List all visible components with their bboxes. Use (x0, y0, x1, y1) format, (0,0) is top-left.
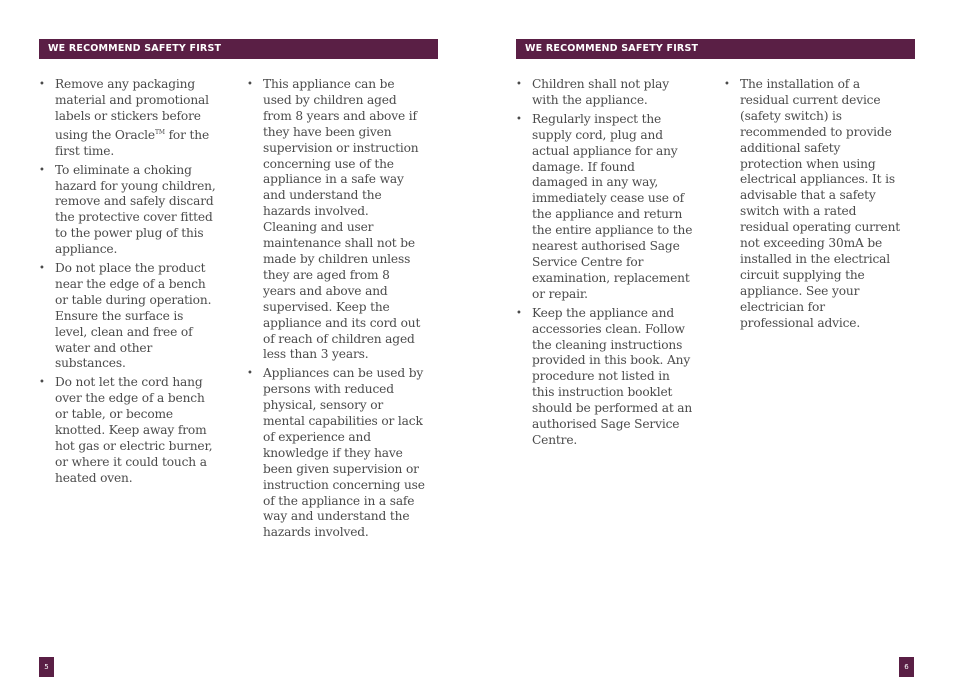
right-page (477, 0, 954, 677)
trademark-mark: TM (154, 128, 165, 136)
safety-bullet: • Remove any packaging material and promotional labels or stickers before using the Oracle™ for the first time. (39, 77, 217, 160)
safety-bullet: • Children shall not play with the appliance. (516, 77, 694, 109)
left-page-column-1 (39, 77, 217, 490)
page-number: 5 (39, 657, 54, 677)
right-page-column-2 (724, 77, 902, 335)
safety-bullet: • This appliance can be used by children aged from 8 years and above if they have been given supervision or instruction concerning use of the appliance in a safe way and understand the hazards involved. Cleaning and user maintenance shall not be made by children unless they are aged from 8 years and above and supervised. Keep the appliance and its cord out of reach of children aged less than 3 years. (247, 77, 425, 363)
section-header: WE RECOMMEND SAFETY FIRST (516, 39, 915, 59)
safety-bullet: • Regularly inspect the supply cord, plug and actual appliance for any damage. If found damaged in any way, immediately cease use of the appliance and return the entire appliance to the nearest authorised Sage Service Centre for examination, replacement or repair. (516, 112, 694, 303)
page-number: 6 (899, 657, 914, 677)
safety-bullet: • The installation of a residual current device (safety switch) is recommended to provide additional safety protection when using electrical appliances. It is advisable that a safety switch with a rated residual operating current not exceeding 30mA be installed in the electrical circuit supplying the appliance. See your electrician for professional advice. (724, 77, 902, 332)
safety-bullet: • Do not let the cord hang over the edge of a bench or table, or become knotted. Keep away from hot gas or electric burner, or where it could touch a heated oven. (39, 375, 217, 486)
safety-bullet: • Appliances can be used by persons with reduced physical, sensory or mental capabilities or lack of experience and knowledge if they have been given supervision or instruction concerning use of the appliance in a safe way and understand the hazards involved. (247, 366, 425, 541)
right-page-column-1 (516, 77, 694, 452)
section-header: WE RECOMMEND SAFETY FIRST (39, 39, 438, 59)
safety-bullet: • To eliminate a choking hazard for young children, remove and safely discard the protective cover fitted to the power plug of this appliance. (39, 163, 217, 258)
left-page-column-2 (247, 77, 425, 544)
safety-bullet: • Keep the appliance and accessories clean. Follow the cleaning instructions provided in this book. Any procedure not listed in this instruction booklet should be performed at an authorised Sage Service Centre. (516, 306, 694, 449)
safety-bullet: • Do not place the product near the edge of a bench or table during operation. Ensure the surface is level, clean and free of water and other substances. (39, 261, 217, 372)
